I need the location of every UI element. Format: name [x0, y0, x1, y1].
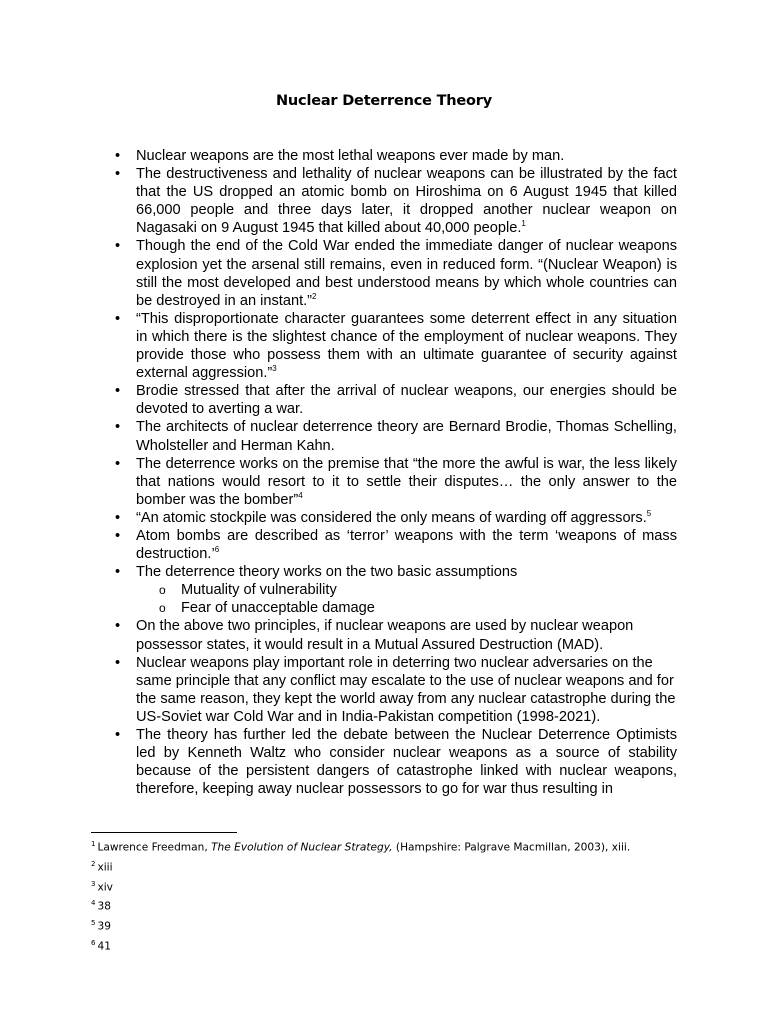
list-item	[136, 527, 677, 563]
list-item-text: Atom bombs are described as ‘terror’ weapons with the term ‘weapons of mass destruction.’	[136, 527, 677, 563]
page-title: Nuclear Deterrence Theory	[275, 93, 493, 109]
bullet-list	[136, 147, 677, 798]
list-item-text: The deterrence theory works on the two basic assumptions	[136, 564, 518, 581]
list-item	[136, 165, 677, 237]
footnote-text: 38	[97, 901, 111, 914]
footnote	[91, 895, 691, 915]
footnote-number: 2	[91, 859, 96, 868]
footnote-ref: 3	[272, 364, 277, 374]
list-item	[136, 382, 677, 418]
list-item	[136, 147, 677, 165]
footnote	[91, 915, 691, 935]
sub-list-item: o Mutuality of vulnerability	[136, 581, 677, 599]
list-item	[136, 617, 677, 653]
list-item	[136, 509, 677, 527]
list-item	[136, 455, 677, 509]
footnote	[91, 836, 691, 856]
list-item	[136, 310, 677, 382]
list-item-text: “This disproportionate character guarantees some deterrent effect in any situation in which there is the slightest chance of the employment of nuclear weapons. They provide those who possess them with an ultimate guarantee of security against external aggression.”	[136, 310, 677, 382]
footnote	[91, 856, 691, 876]
footnote-text: xiii	[97, 861, 113, 874]
list-item-text: The architects of nuclear deterrence theory are Bernard Brodie, Thomas Schelling, Wholsteller and Herman Kahn.	[136, 419, 677, 454]
list-item	[136, 563, 677, 617]
footnote-text: xiv	[97, 881, 113, 894]
footnote-separator	[91, 832, 237, 833]
footnote-number: 5	[91, 919, 96, 928]
footnote-ref: 5	[646, 509, 652, 519]
footnote-number: 6	[91, 939, 96, 948]
footnote-ref: 4	[298, 490, 303, 500]
list-item-text: The destructiveness and lethality of nuclear weapons can be illustrated by the fact that the US dropped an atomic bomb on Hiroshima on 6 August 1945 that killed 66,000 people and three days later, it dropped another nuclear weapon on Nagasaki on 9 August 1945 that killed about 40,000 people.	[136, 166, 677, 237]
list-item-text: Though the end of the Cold War ended the immediate danger of nuclear weapons explosion yet the arsenal still remains, even in reduced form. “(Nuclear Weapon) is still the most developed and best understood means by which whole countries can be destroyed in an instant.”	[136, 238, 677, 309]
list-item-text: The deterrence works on the premise that “the more the awful is war, the less likely that nations would resort to it to settle their disputes… the only answer to the bomber was the bomber”	[136, 455, 677, 508]
footnote-text: 41	[97, 940, 111, 953]
footnote-text: 39	[97, 920, 111, 933]
list-item	[136, 237, 677, 309]
footnote-ref: 6	[214, 545, 220, 555]
list-item	[136, 654, 677, 726]
footnote-ref: 1	[521, 219, 526, 229]
sub-list	[136, 581, 677, 617]
footnote	[91, 935, 691, 955]
footnotes	[91, 836, 691, 955]
list-item-text: On the above two principles, if nuclear weapons are used by nuclear weapon possessor states, it would result in a Mutual Assured Destruction (MAD).	[136, 618, 634, 653]
list-item-text: “An atomic stockpile was considered the only means of warding off aggressors.	[136, 509, 647, 526]
list-item	[136, 726, 677, 798]
list-item-text: Brodie stressed that after the arrival of nuclear weapons, our energies should be devoted to averting a war.	[136, 383, 677, 418]
list-item	[136, 418, 677, 454]
footnote-number: 4	[91, 899, 96, 908]
footnote-text: (Hampshire: Palgrave Macmillan, 2003), xiii.	[392, 841, 631, 854]
footnote-text: Lawrence Freedman,	[97, 841, 212, 854]
footnote-number: 1	[91, 840, 96, 848]
footnote-ref: 2	[312, 291, 317, 301]
footnote-book-title: The Evolution of Nuclear Strategy,	[211, 841, 393, 854]
list-item-text: Nuclear weapons are the most lethal weapons ever made by man.	[136, 148, 565, 164]
list-item-text: The theory has further led the debate between the Nuclear Deterrence Optimists led by Kenneth Waltz who consider nuclear weapons as a source of stability because of the persistent dangers of catastrophe linked with nuclear weapons, therefore, keeping away nuclear possessors to go for war thus resulting in	[136, 727, 677, 798]
sub-list-item: o Fear of unacceptable damage	[136, 599, 677, 617]
footnote-number: 3	[91, 879, 96, 888]
list-item-text: Nuclear weapons play important role in deterring two nuclear adversaries on the same principle that any conflict may escalate to the use of nuclear weapons and for the same reason, they kept the world away from any nuclear catastrophe during the US-Soviet war Cold War and in India-Pakistan competition (1998-2021).	[136, 654, 676, 725]
footnote	[91, 876, 691, 896]
